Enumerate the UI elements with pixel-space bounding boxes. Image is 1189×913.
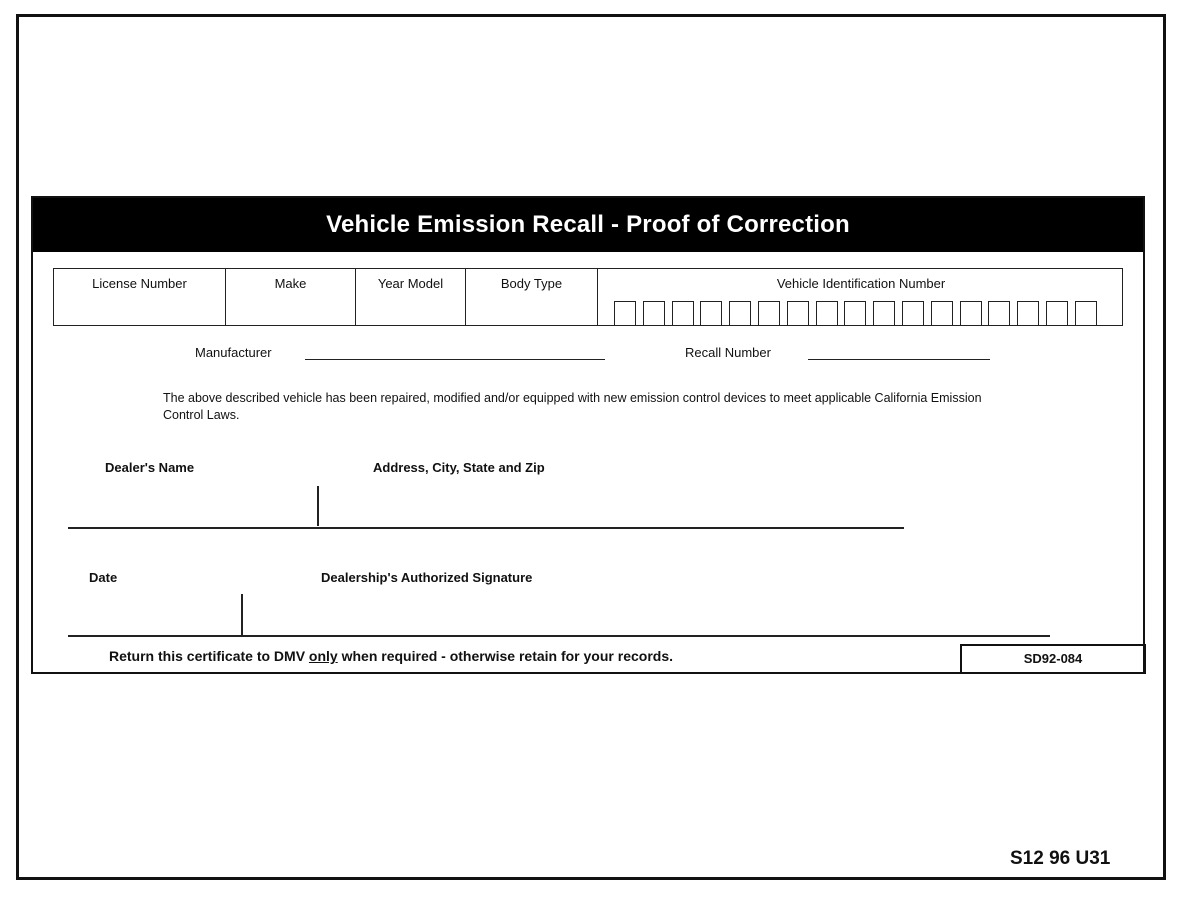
vin-character-box[interactable] [787,301,809,325]
manufacturer-field[interactable] [305,359,605,360]
vin-character-box[interactable] [816,301,838,325]
vin-label: Vehicle Identification Number [776,276,946,291]
form-title: Vehicle Emission Recall - Proof of Correction [33,198,1143,252]
return-note-start: Return this certificate to DMV [109,648,309,664]
vin-character-box[interactable] [873,301,895,325]
vin-character-box[interactable] [643,301,665,325]
vin-character-box[interactable] [1046,301,1068,325]
document-code: S12 96 U31 [1010,848,1111,869]
date-signature-field[interactable] [68,635,1050,637]
vin-cell [598,269,1124,325]
vin-character-box[interactable] [931,301,953,325]
vin-character-box[interactable] [672,301,694,325]
body-type-cell[interactable] [466,269,598,325]
form-code-box: SD92-084 [960,644,1146,674]
dealer-info-field[interactable] [68,527,904,529]
return-instructions [109,648,673,664]
vin-character-box[interactable] [614,301,636,325]
date-label: Date [89,570,118,585]
dealer-address-label: Address, City, State and Zip [373,460,545,475]
vin-character-box[interactable] [844,301,866,325]
vin-character-boxes [614,301,1104,325]
year-model-cell[interactable] [356,269,466,325]
signature-field-divider [241,594,243,636]
make-label: Make [274,276,307,291]
return-note-emphasis: only [308,648,338,664]
make-cell[interactable] [226,269,356,325]
year-model-label: Year Model [377,276,444,291]
vin-character-box[interactable] [988,301,1010,325]
dealer-field-divider [317,486,319,526]
body-type-label: Body Type [500,276,563,291]
certification-statement: The above described vehicle has been repaired, modified and/or equipped with new emission control devices to meet applicable California Emission Control Laws. [163,391,982,422]
manufacturer-label: Manufacturer [195,345,272,360]
vehicle-info-table [53,268,1123,326]
signature-label: Dealership's Authorized Signature [321,570,533,585]
license-number-cell[interactable] [54,269,226,325]
recall-number-label: Recall Number [685,345,771,360]
return-note-end: when required - otherwise retain for your records. [337,648,673,664]
vin-character-box[interactable] [729,301,751,325]
dealer-name-label: Dealer's Name [105,460,195,475]
license-number-label: License Number [92,276,187,291]
vin-character-box[interactable] [1075,301,1097,325]
vin-character-box[interactable] [902,301,924,325]
vin-character-box[interactable] [758,301,780,325]
recall-number-field[interactable] [808,359,990,360]
vin-character-box[interactable] [700,301,722,325]
proof-of-correction-form [31,196,1145,674]
vin-character-box[interactable] [960,301,982,325]
vin-character-box[interactable] [1017,301,1039,325]
